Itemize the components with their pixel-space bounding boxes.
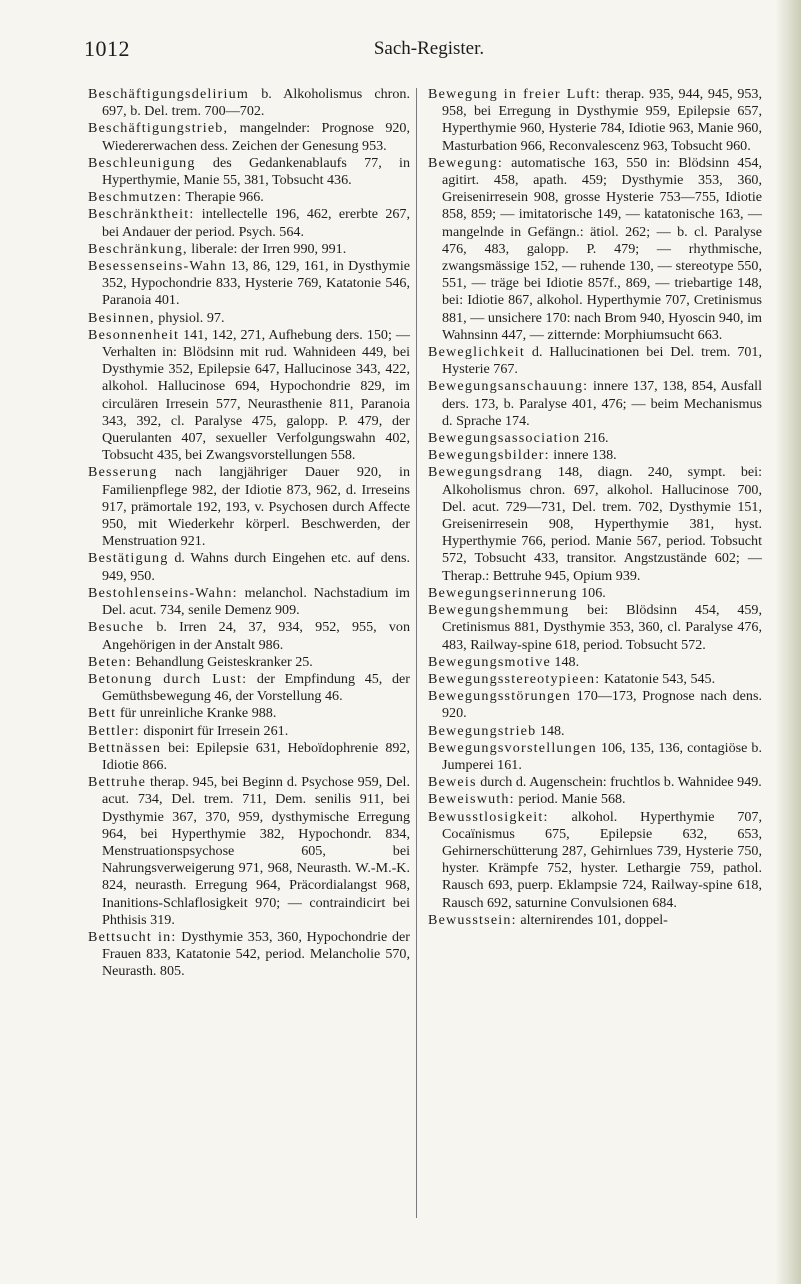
entry-keyword: Bewegung: (428, 154, 503, 171)
entry-keyword: Beschränktheit: (88, 206, 195, 223)
index-entry (428, 723, 762, 740)
entry-keyword: Beschäftigungsdelirium (88, 86, 250, 102)
entry-text: b. Alkoholismus chron. 697, b. Del. trem. 700—702. (102, 86, 410, 120)
index-entry (428, 585, 762, 602)
entry-keyword: Bewegungsmotive (428, 653, 551, 670)
index-entry (428, 155, 762, 344)
entry-keyword: Beweglichkeit (428, 344, 526, 361)
entry-keyword: Bewegungsdrang (428, 464, 543, 481)
index-entry (428, 430, 762, 447)
index-entry (88, 654, 410, 671)
entry-keyword: Bettler: (88, 722, 140, 739)
entry-text: 170—173, Prognose nach dens. 920. (442, 688, 762, 722)
entry-keyword: Beten: (88, 653, 132, 670)
index-entry (88, 310, 410, 327)
entry-keyword: Beschränkung, (88, 240, 188, 257)
entry-keyword: Betonung durch Lust: (88, 670, 248, 687)
index-entry (88, 550, 410, 584)
entry-keyword: Bettnässen (88, 739, 162, 756)
entry-text: period. Manie 568. (514, 791, 626, 808)
entry-keyword: Bestohlenseins-Wahn: (88, 584, 238, 601)
running-title: Sach-Register. (373, 38, 485, 59)
index-entry (88, 740, 410, 774)
entry-keyword: Beweis (428, 774, 477, 791)
entry-keyword: Bewusstsein: (428, 911, 517, 928)
entry-text: Dysthymie 353, 360, Hypochondrie der Frauen 833, Katatonie 542, period. Melancholie 570, Neurasth. 805. (102, 928, 410, 980)
left-column (88, 86, 410, 981)
entry-text: nach langjähriger Dauer 920, in Familienpflege 982, der Idiotie 873, 962, d. Irreseins 917, prämortale 192, 193, v. Psychosen durch Affecte 950, mit Wiederkehr körperl. Beschwerden, der Menstruation 921. (102, 464, 410, 550)
entry-keyword: Bewegungsbilder: (428, 447, 550, 464)
entry-text: 148, diagn. 240, sympt. bei: Alkoholismus chron. 697, alkohol. Hallucinose 700, Del. acut. 729—731, Del. trem. 702, Dysthymie 151, Greisenirresein 908, Hyperthymie 381, hyst. Hyperthymie 766, period. Manie 567, period. Tobsucht 572, Tobsucht 433, transitor. Angstzustände 602; — Therap.: Bettruhe 945, Opium 939. (442, 464, 762, 584)
index-entry (428, 447, 762, 464)
entry-text: Therapie 966. (182, 189, 264, 206)
entry-text: für unreinliche Kranke 988. (116, 705, 277, 722)
entry-text: Behandlung Geisteskranker 25. (132, 653, 313, 670)
entry-keyword: Bett (88, 705, 117, 722)
entry-text: d. Hallucinationen bei Del. trem. 701, Hysterie 767. (442, 344, 762, 378)
index-entry (428, 378, 762, 430)
entry-text: der Empfindung 45, der Gemüthsbewegung 46, der Vorstellung 46. (102, 670, 410, 705)
entry-text: Katatonie 543, 545. (600, 670, 716, 687)
entry-keyword: Bewegungsstörungen (428, 688, 571, 705)
entry-text: bei: Epilepsie 631, Heboïdophrenie 892, Idiotie 866. (102, 739, 410, 773)
index-entry (428, 912, 762, 929)
index-entry (88, 120, 410, 154)
page-edge-shadow (775, 0, 801, 1284)
entry-keyword: Beschleunigung (88, 154, 196, 171)
index-entry (88, 189, 410, 206)
entry-keyword: Beweiswuth: (428, 791, 515, 808)
index-entry (88, 241, 410, 258)
index-entry (428, 671, 762, 688)
index-entry (88, 155, 410, 189)
index-entry (88, 619, 410, 653)
entry-keyword: Beschmutzen: (88, 189, 183, 206)
entry-text: liberale: der Irren 990, 991. (187, 240, 347, 257)
entry-keyword: Beschäftigungstrieb, (88, 120, 229, 137)
entry-text: b. Irren 24, 37, 934, 952, 955, von Angehörigen in der Anstalt 986. (102, 619, 410, 653)
entry-keyword: Besessenseins-Wahn (88, 258, 227, 275)
index-entry (88, 723, 410, 740)
entry-text: therap. 935, 944, 945, 953, 958, bei Erregung in Dysthymie 959, Epilepsie 657, Hyperthymie 960, Hysterie 784, Idiotie 963, Manie 960, Masturbation 966, Reconvalescenz 963, Tobsucht 960. (442, 86, 762, 154)
entry-text: alternirendes 101, doppel- (516, 911, 668, 928)
entry-text: des Gedankenablaufs 77, in Hyperthymie, Manie 55, 381, Tobsucht 436. (102, 154, 410, 189)
entry-text: innere 137, 138, 854, Ausfall ders. 173, b. Paralyse 401, 476; — beim Mechanismus d. Sprache 174. (442, 378, 762, 429)
entry-keyword: Bewegungstrieb (428, 722, 537, 739)
entry-text: melanchol. Nachstadium im Del. acut. 734, senile Demenz 909. (102, 584, 410, 619)
entry-text: 148. (550, 653, 580, 670)
index-entry (88, 585, 410, 619)
entry-text: alkohol. Hyperthymie 707, Cocaïnismus 675, Epilepsie 632, 653, Gehirnerschütterung 287, Gehirnlues 739, Hysterie 750, hyster. Krämpfe 752, hyster. Lethargie 759, pathol. Rausch 693, puerp. Eklampsie 724, Railway-spine 618, Rausch 692, saturnine Convulsionen 684. (442, 808, 762, 911)
page-number: 1012 (84, 36, 130, 61)
entry-text: d. Wahns durch Eingehen etc. auf dens. 949, 950. (102, 550, 410, 584)
index-entry (88, 258, 410, 310)
entry-keyword: Besserung (88, 464, 158, 481)
entry-keyword: Besinnen, (88, 309, 155, 326)
index-entry (88, 705, 410, 722)
entry-text: 216. (580, 430, 609, 447)
index-entry (88, 671, 410, 705)
entry-text: 13, 86, 129, 161, in Dysthymie 352, Hypochondrie 833, Hysterie 769, Katatonie 546, Paranoia 401. (102, 258, 410, 309)
column-divider (416, 88, 417, 1218)
entry-text: mangelnder: Prognose 920, Wiedererwachen dess. Zeichen der Genesung 953. (102, 120, 410, 154)
index-entry (88, 774, 410, 929)
entry-text: intellectelle 196, 462, ererbte 267, bei Andauer der period. Psych. 564. (102, 206, 410, 240)
entry-keyword: Bewegungsvorstellungen (428, 739, 597, 756)
entry-text: therap. 945, bei Beginn d. Psychose 959, Del. acut. 734, Del. trem. 711, Dem. senilis 911, bei Dysthymie 367, 370, 959, dysthymische Erregung 964, bei Hyperthymie 382, Hypochondr. 834, Menstruationspsychose 605, bei Nahrungsverweigerung 971, 968, Neurasth. W.-M.-K. 824, neurasth. Erregung 964, Präcordialangst 968, Inanitions-Schlaflosigkeit 970; — contraindicirt bei Phthisis 319. (102, 774, 410, 928)
entry-text: 141, 142, 271, Aufhebung ders. 150; — Verhalten in: Blödsinn mit rud. Wahnideen 449, bei Dysthymie 352, Epilepsie 647, Hallucinose 343, 422, alkohol. Hallucinose 694, Hypochondrie 829, im circulären Irresein 577, Neurasthenie 811, Paranoia 343, 392, cl. Paralyse 475, galopp. P. 479, der Querulanten 407, sexueller Verfolgungswahn 402, Tobsucht 435, bei Zwangsvorstellungen 558. (102, 326, 410, 464)
index-entry (428, 86, 762, 155)
entry-text: disponirt für Irresein 261. (139, 722, 289, 739)
entry-keyword: Bewegungsanschauung: (428, 378, 589, 395)
index-entry (88, 327, 410, 465)
index-entry (428, 344, 762, 378)
entry-keyword: Bettsucht in: (88, 928, 177, 945)
index-entry (88, 929, 410, 981)
entry-keyword: Bettruhe (88, 774, 147, 791)
entry-text: durch d. Augenschein: fruchtlos b. Wahnidee 949. (476, 774, 762, 791)
entry-text: 106, 135, 136, contagiöse b. Jumperei 161. (442, 739, 762, 773)
index-entry (88, 464, 410, 550)
index-entry (428, 602, 762, 654)
entry-keyword: Bestätigung (88, 550, 169, 567)
index-entry (428, 774, 762, 791)
index-entry (428, 464, 762, 584)
index-entry (428, 791, 762, 808)
index-entry (428, 740, 762, 774)
entry-text: automatische 163, 550 in: Blödsinn 454, agitirt. 458, apath. 459; Dysthymie 353, 360, Greisenirresein 908, grosse Hysterie 753—755, Idiotie 858, 859; — imitatorische 149, — katatonische 163, — mangelnde in Gefängn.: ätiol. 262; — b. cl. Paralyse 476, 483, galopp. P. 479; — rhythmische, zwangsmässige 152, — ruhende 130, — stereotype 550, 551, — träge bei Idiotie 857f., 869, — triebartige 148, bei: Idiotie 867, alkohol. Hyperthymie 707, Cretinismus 881, — unsichere 170: nach Brom 940, Hyoscin 940, im Wahnsinn 447, — zitternde: Morphiumsucht 663. (442, 154, 762, 343)
entry-text: 148. (536, 722, 565, 739)
entry-keyword: Bewegungshemmung (428, 602, 570, 619)
entry-keyword: Bewusstlosigkeit: (428, 808, 549, 825)
entry-keyword: Bewegungserinnerung (428, 584, 578, 601)
entry-keyword: Besonnenheit (88, 326, 180, 343)
entry-keyword: Bewegungsstereotypieen: (428, 670, 601, 687)
index-entry (88, 206, 410, 240)
entry-keyword: Bewegung in freier Luft: (428, 86, 601, 102)
entry-text: innere 138. (549, 447, 617, 464)
index-entry (88, 86, 410, 120)
right-column (428, 86, 762, 929)
entry-text: bei: Blödsinn 454, 459, Cretinismus 881, Dysthymie 353, 360, cl. Paralyse 476, 483, Railway-spine 618, period. Tobsucht 572. (442, 602, 762, 653)
entry-keyword: Bewegungsassociation (428, 430, 581, 447)
entry-text: 106. (577, 584, 606, 601)
index-entry (428, 688, 762, 722)
index-entry (428, 654, 762, 671)
page-header (84, 36, 774, 66)
entry-keyword: Besuche (88, 619, 145, 636)
index-entry (428, 809, 762, 912)
entry-text: physiol. 97. (154, 309, 225, 326)
